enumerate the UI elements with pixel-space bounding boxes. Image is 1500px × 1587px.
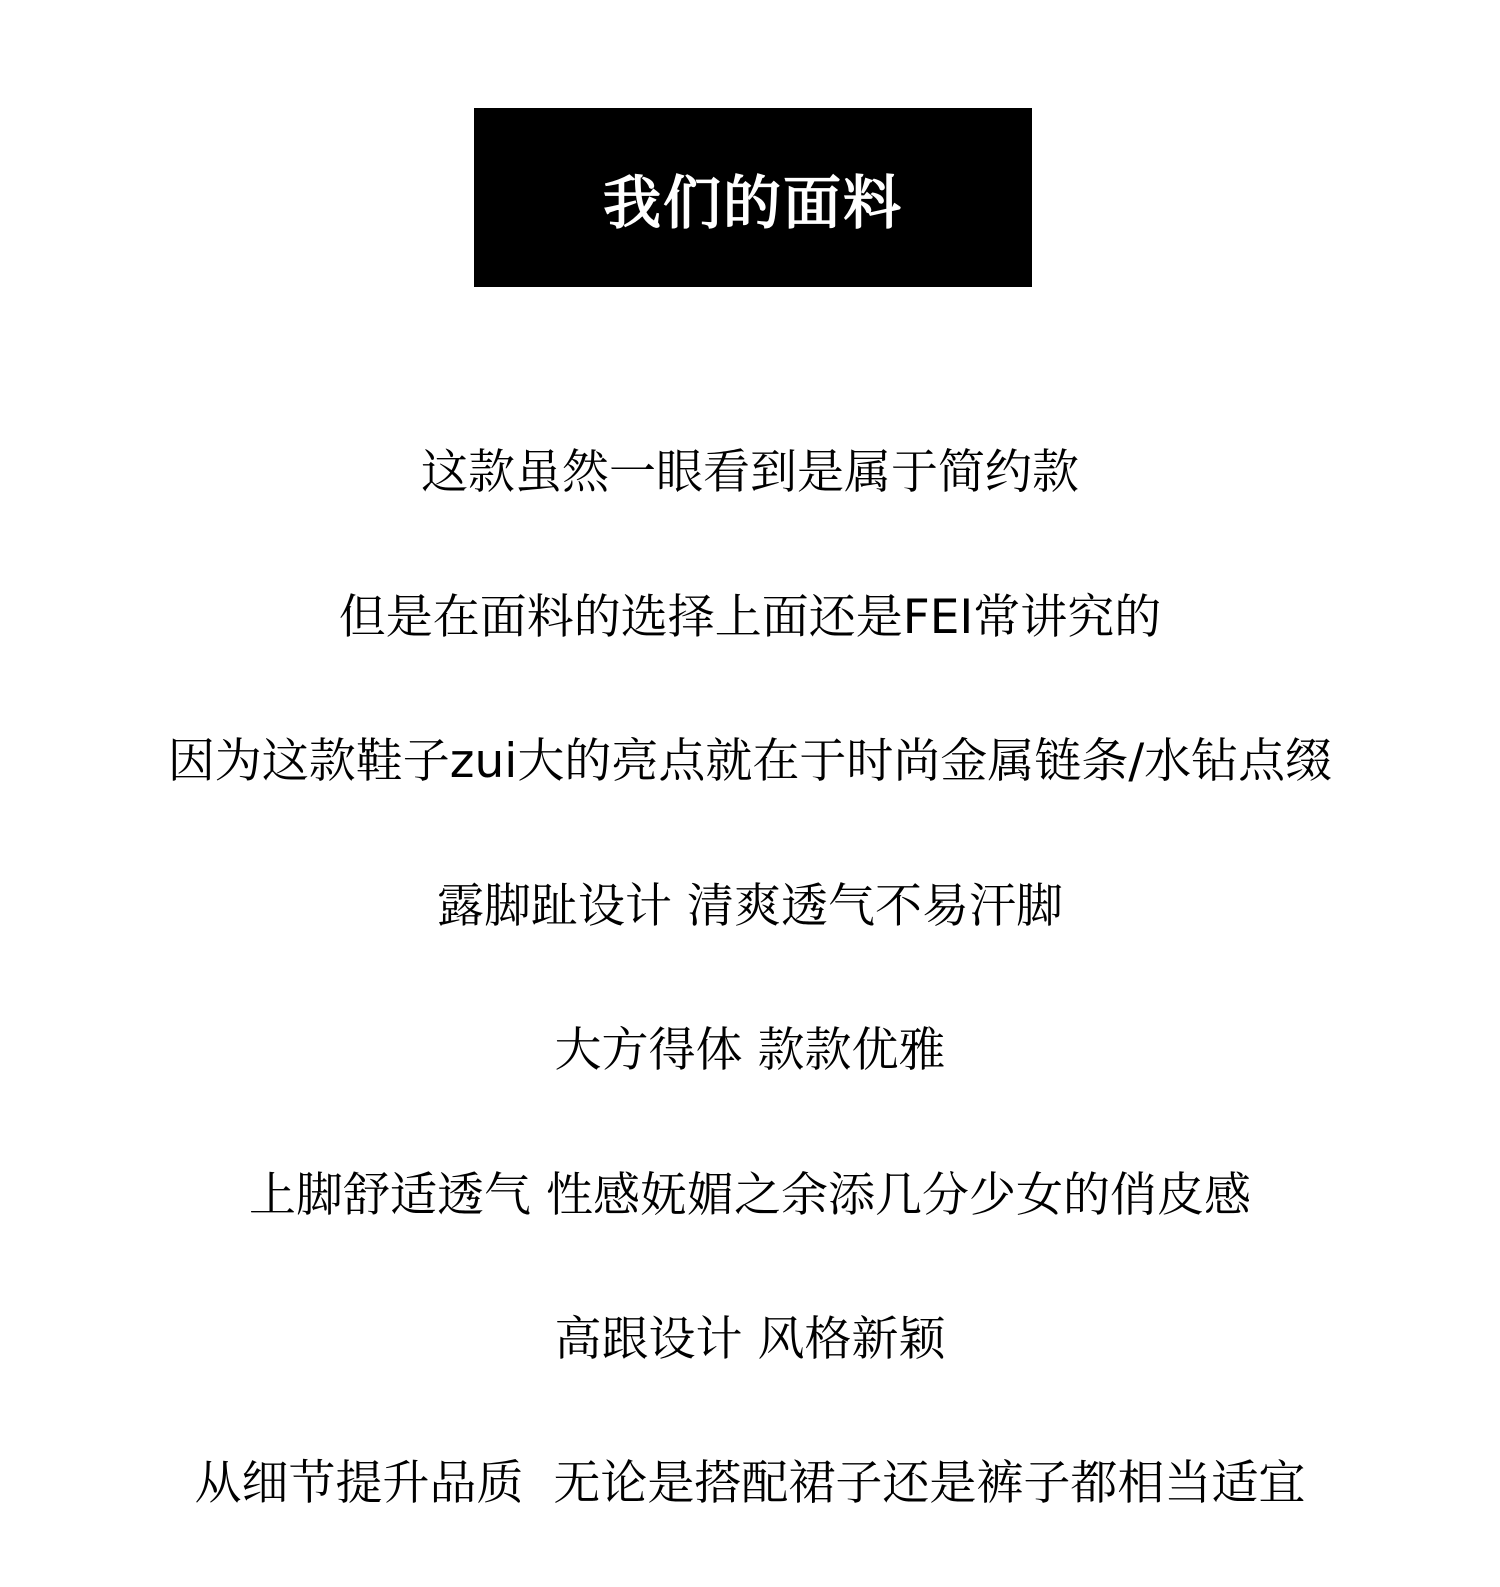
text-line-8: 从细节提升品质 无论是搭配裙子还是裤子都相当适宜 (194, 1456, 1306, 1511)
text-line-6: 上脚舒适透气 性感妩媚之余添几分少女的俏皮感 (249, 1168, 1251, 1223)
text-line-4: 露脚趾设计 清爽透气不易汗脚 (437, 879, 1063, 934)
text-line-1: 这款虽然一眼看到是属于简约款 (421, 445, 1079, 500)
text-line-2: 但是在面料的选择上面还是FEI常讲究的 (338, 590, 1162, 645)
page-title: 我们的面料 (602, 168, 903, 237)
title-banner (474, 108, 1032, 287)
text-line-7: 高跟设计 风格新颖 (554, 1312, 946, 1367)
text-line-3: 因为这款鞋子zui大的亮点就在于时尚金属链条/水钻点缀 (167, 734, 1333, 789)
text-line-5: 大方得体 款款优雅 (554, 1023, 946, 1078)
